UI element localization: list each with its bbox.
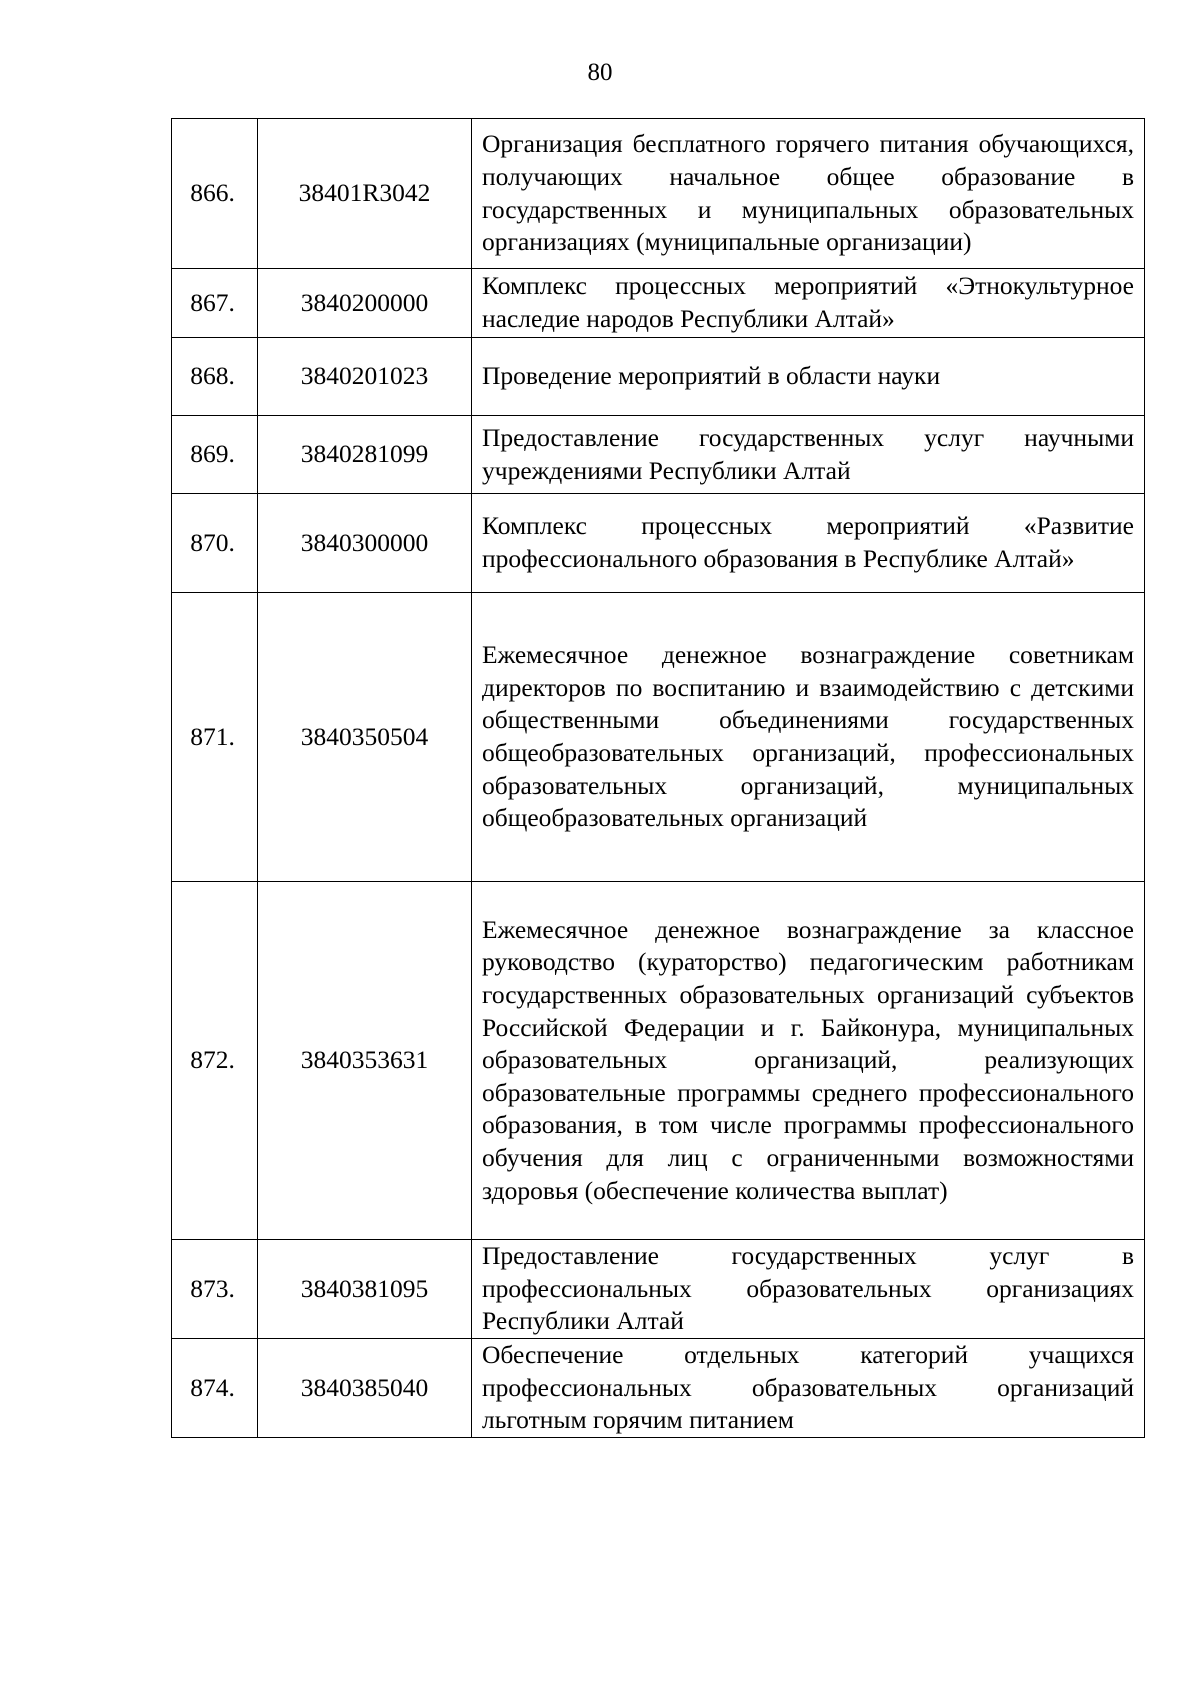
table-row — [172, 269, 1145, 338]
row-number: 869. — [172, 416, 258, 494]
row-code: 3840201023 — [258, 338, 472, 416]
table-row — [172, 338, 1145, 416]
row-name: Комплекс процессных мероприятий «Этнокультурное наследие народов Республики Алтай» — [472, 269, 1145, 338]
row-code: 3840200000 — [258, 269, 472, 338]
row-name: Комплекс процессных мероприятий «Развитие профессионального образования в Республике Алтай» — [472, 494, 1145, 593]
row-number: 867. — [172, 269, 258, 338]
table-row — [172, 1240, 1145, 1339]
row-name: Предоставление государственных услуг научными учреждениями Республики Алтай — [472, 416, 1145, 494]
row-name: Предоставление государственных услуг в профессиональных образовательных организациях Республики Алтай — [472, 1240, 1145, 1339]
row-code: 3840353631 — [258, 882, 472, 1240]
page-number: 80 — [587, 59, 613, 86]
row-number: 871. — [172, 593, 258, 882]
row-name: Ежемесячное денежное вознаграждение за классное руководство (кураторство) педагогическим работникам государственных образовательных организаций субъектов Российской Федерации и г. Байконура, муниципальных образовательных организаций, реализующих образовательные программы среднего профессионального образования, в том числе программы профессионального обучения для лиц с ограниченными возможностями здоровья (обеспечение количества выплат) — [472, 882, 1145, 1240]
row-code: 3840300000 — [258, 494, 472, 593]
row-code: 3840350504 — [258, 593, 472, 882]
row-number: 872. — [172, 882, 258, 1240]
row-code: 3840381095 — [258, 1240, 472, 1339]
row-code: 38401R3042 — [258, 119, 472, 269]
row-code: 3840281099 — [258, 416, 472, 494]
table-row — [172, 119, 1145, 269]
table-row — [172, 1339, 1145, 1438]
row-number: 874. — [172, 1339, 258, 1438]
row-number: 870. — [172, 494, 258, 593]
row-name: Обеспечение отдельных категорий учащихся профессиональных образовательных организаций льготным горячим питанием — [472, 1339, 1145, 1438]
row-number: 868. — [172, 338, 258, 416]
row-name: Организация бесплатного горячего питания обучающихся, получающих начальное общее образование в государственных и муниципальных образовательных организациях (муниципальные организации) — [472, 119, 1145, 269]
budget-items-table — [171, 118, 1145, 1438]
row-number: 873. — [172, 1240, 258, 1339]
row-number: 866. — [172, 119, 258, 269]
table-row — [172, 593, 1145, 882]
table-row — [172, 494, 1145, 593]
table-row — [172, 416, 1145, 494]
row-code: 3840385040 — [258, 1339, 472, 1438]
table-row — [172, 882, 1145, 1240]
row-name: Проведение мероприятий в области науки — [472, 338, 1145, 416]
row-name: Ежемесячное денежное вознаграждение советникам директоров по воспитанию и взаимодействию с детскими общественными объединениями государственных общеобразовательных организаций, профессиональных образовательных организаций, муниципальных общеобразовательных организаций — [472, 593, 1145, 882]
